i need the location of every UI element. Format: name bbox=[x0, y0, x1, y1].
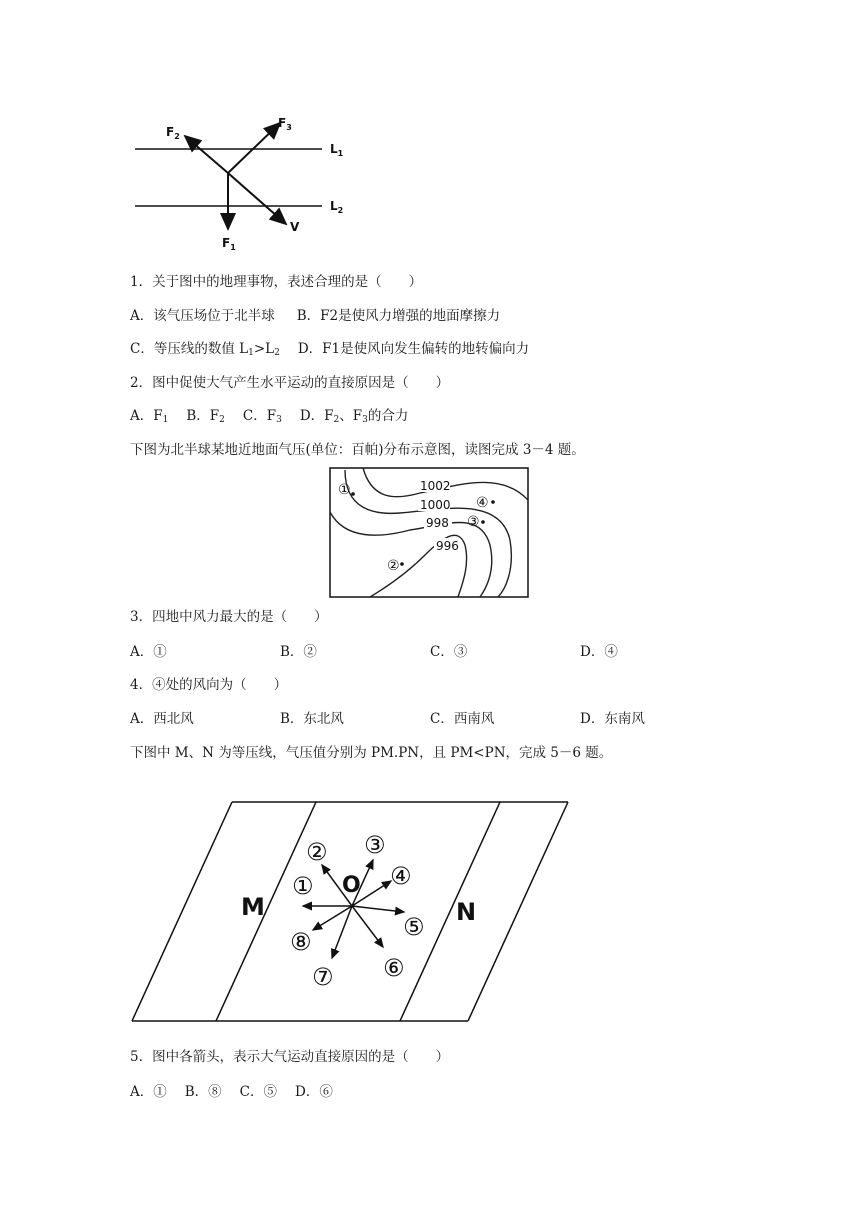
isobar-label-996: 996 bbox=[436, 539, 459, 553]
label-f2: $F_2$ bbox=[166, 125, 180, 141]
point-3-label: ③ bbox=[467, 514, 480, 530]
q2-option-c: C．$F_3$ bbox=[242, 408, 282, 425]
arrow-label-3: ③ bbox=[364, 831, 386, 859]
label-l2: $L_2$ bbox=[330, 199, 344, 215]
q4-stem: 4．④处的风向为（ ） bbox=[130, 677, 288, 693]
q1-option-a: A．该气压场位于北半球 bbox=[130, 308, 275, 324]
q2-option-a: A．$F_1$ bbox=[130, 408, 169, 425]
q5-stem: 5．图中各箭头，表示大气运动直接原因的是（ ） bbox=[130, 1049, 450, 1065]
arrow-label-5: ⑤ bbox=[403, 913, 425, 941]
q5-option-d: D．⑥ bbox=[295, 1084, 333, 1100]
q5-option-c: C．⑤ bbox=[239, 1084, 278, 1100]
arrow-label-4: ④ bbox=[390, 862, 412, 890]
arrow-label-6: ⑥ bbox=[383, 954, 405, 982]
label-m: M bbox=[241, 893, 265, 921]
label-n: N bbox=[456, 898, 477, 926]
q4-option-c: C．西南风 bbox=[430, 711, 495, 727]
q3-stem: 3．四地中风力最大的是（ ） bbox=[130, 609, 328, 625]
isobar-label-1002: 1002 bbox=[420, 479, 451, 493]
isobar-m bbox=[216, 802, 316, 1021]
q3-option-d: D．④ bbox=[580, 644, 618, 660]
q5-option-a: A．① bbox=[130, 1084, 167, 1100]
arrow-label-1: ① bbox=[292, 872, 314, 900]
label-l1: $L_1$ bbox=[330, 142, 344, 158]
q3-option-b: B．② bbox=[280, 644, 317, 660]
q3-option-c: C．③ bbox=[430, 644, 468, 660]
intro-q5-6: 下图中 M、N 为等压线，气压值分别为 PM.PN，且 PM<PN，完成 5－6 题。 bbox=[130, 745, 613, 761]
q2-stem: 2．图中促使大气产生水平运动的直接原因是（ ） bbox=[130, 375, 450, 391]
q5-option-b: B．⑧ bbox=[184, 1084, 222, 1100]
q1-option-d: D．F1是使风向发生偏转的地转偏向力 bbox=[297, 341, 530, 357]
q2-option-b: B．$F_2$ bbox=[186, 408, 225, 425]
point-2-label: ② bbox=[387, 558, 400, 574]
label-f3: $F_3$ bbox=[278, 116, 292, 132]
isobar-label-998: 998 bbox=[426, 516, 449, 530]
point-1-label: ① bbox=[338, 482, 351, 498]
q2-option-d: D．$F_2$、$F_3$的合力 bbox=[299, 408, 409, 425]
q5-options bbox=[130, 1082, 333, 1102]
isobar-n bbox=[400, 802, 500, 1021]
label-f1: $F_1$ bbox=[222, 236, 236, 252]
intro-q3-4: 下图为北半球某地近地面气压(单位：百帕)分布示意图，读图完成 3－4 题。 bbox=[130, 442, 585, 458]
arrow-label-2: ② bbox=[306, 838, 328, 866]
label-v: V bbox=[290, 220, 300, 234]
isobar-label-1000: 1000 bbox=[420, 498, 451, 512]
arrow-label-8: ⑧ bbox=[290, 928, 312, 956]
label-o: O bbox=[342, 873, 361, 898]
q1-option-c: C．等压线的数值 $L_1>L_2$ bbox=[130, 341, 280, 358]
q4-option-b: B．东北风 bbox=[280, 711, 344, 727]
q1-stem: 1．关于图中的地理事物，表述合理的是（ ） bbox=[130, 274, 423, 290]
q4-option-a: A．西北风 bbox=[130, 711, 194, 727]
arrow-label-7: ⑦ bbox=[312, 963, 334, 991]
q1-option-b: B．F2是使风力增强的地面摩擦力 bbox=[296, 308, 501, 324]
point-4-label: ④ bbox=[476, 495, 489, 511]
q4-option-d: D．东南风 bbox=[580, 711, 645, 727]
q3-option-a: A．① bbox=[130, 644, 167, 660]
